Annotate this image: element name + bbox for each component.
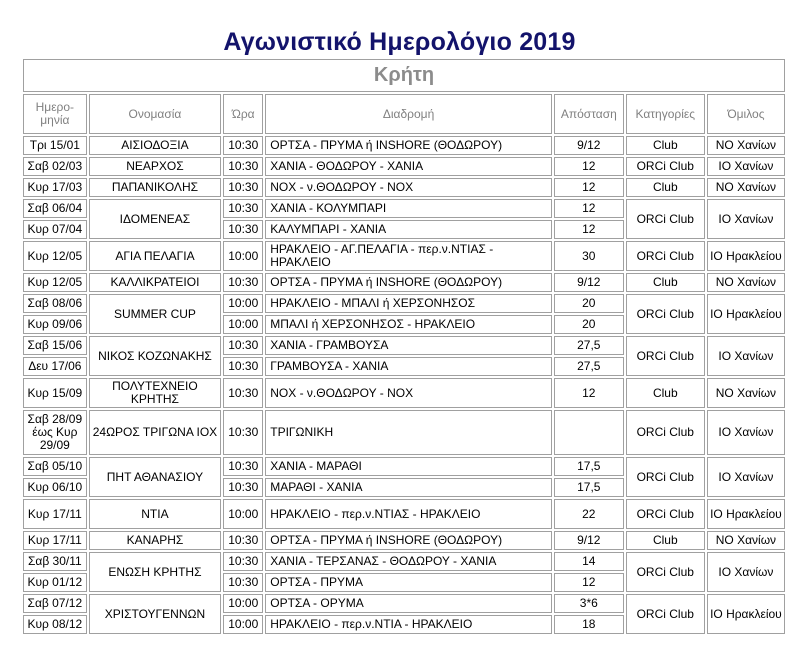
name-cell: SUMMER CUP (89, 294, 222, 334)
distance-cell: 27,5 (554, 336, 624, 355)
header-name: Ονομασία (89, 94, 222, 134)
time-cell: 10:30 (223, 357, 263, 376)
distance-cell: 12 (554, 199, 624, 218)
group-cell: ΙΟ Χανίων (707, 336, 785, 376)
distance-cell: 17,5 (554, 457, 624, 476)
time-cell: 10:30 (223, 336, 263, 355)
date-cell: Σαβ 08/06 (23, 294, 87, 313)
route-cell: ΧΑΝΙΑ - ΚΟΛΥΜΠΑΡΙ (265, 199, 552, 218)
time-cell: 10:30 (223, 136, 263, 155)
name-cell: ΑΓΙΑ ΠΕΛΑΓΙΑ (89, 241, 222, 271)
time-cell: 10:30 (223, 220, 263, 239)
name-cell: 24ΩΡΟΣ ΤΡΙΓΩΝΑ ΙΟΧ (89, 410, 222, 455)
group-cell: ΙΟ Ηρακλείου (707, 594, 785, 634)
table-row (23, 336, 785, 355)
group-cell: ΙΟ Χανίων (707, 457, 785, 497)
time-cell: 10:00 (223, 241, 263, 271)
date-cell: Κυρ 06/10 (23, 478, 87, 497)
calendar-table (21, 57, 787, 636)
page-title: Αγωνιστικό Ημερολόγιο 2019 (223, 28, 576, 56)
name-cell: ΚΑΝΑΡΗΣ (89, 531, 222, 550)
route-cell: ΝΟΧ - ν.ΘΟΔΩΡΟΥ - ΝΟΧ (265, 378, 552, 408)
date-cell: Κυρ 07/04 (23, 220, 87, 239)
route-cell: ΧΑΝΙΑ - ΓΡΑΜΒΟΥΣΑ (265, 336, 552, 355)
group-cell: ΙΟ Χανίων (707, 410, 785, 455)
date-cell: Κυρ 01/12 (23, 573, 87, 592)
group-cell: ΝΟ Χανίων (707, 531, 785, 550)
name-cell: ΙΔΟΜΕΝΕΑΣ (89, 199, 222, 239)
time-cell: 10:30 (223, 457, 263, 476)
route-cell: ΝΟΧ - ν.ΘΟΔΩΡΟΥ - ΝΟΧ (265, 178, 552, 197)
route-cell: ΟΡΤΣΑ - ΠΡΥΜΑ (265, 573, 552, 592)
time-cell: 10:30 (223, 573, 263, 592)
group-cell: ΙΟ Χανίων (707, 199, 785, 239)
name-cell: ΕΝΩΣΗ ΚΡΗΤΗΣ (89, 552, 222, 592)
route-cell: ΓΡΑΜΒΟΥΣΑ - ΧΑΝΙΑ (265, 357, 552, 376)
time-cell: 10:30 (223, 178, 263, 197)
route-cell: ΚΑΛΥΜΠΑΡΙ - ΧΑΝΙΑ (265, 220, 552, 239)
header-route: Διαδρομή (265, 94, 552, 134)
date-cell: Σαβ 05/10 (23, 457, 87, 476)
name-cell: ΠΟΛΥΤΕΧΝΕΙΟ ΚΡΗΤΗΣ (89, 378, 222, 408)
category-cell: ORCi Club (626, 552, 705, 592)
route-cell: ΟΡΤΣΑ - ΠΡΥΜΑ ή INSHORE (ΘΟΔΩΡΟΥ) (265, 531, 552, 550)
category-cell: ORCi Club (626, 241, 705, 271)
name-cell: ΝΤΙΑ (89, 499, 222, 529)
table-row (23, 499, 785, 529)
route-cell: ΗΡΑΚΛΕΙΟ - ΑΓ.ΠΕΛΑΓΙΑ - περ.ν.ΝΤΙΑΣ - ΗΡΑΚΛΕΙΟ (265, 241, 552, 271)
group-cell: ΝΟ Χανίων (707, 136, 785, 155)
table-row (23, 457, 785, 476)
time-cell: 10:30 (223, 378, 263, 408)
distance-cell: 12 (554, 178, 624, 197)
time-cell: 10:30 (223, 410, 263, 455)
header-time: Ώρα (223, 94, 263, 134)
table-row (23, 531, 785, 550)
table-row (23, 273, 785, 292)
category-cell: Club (626, 378, 705, 408)
group-cell: ΙΟ Ηρακλείου (707, 499, 785, 529)
time-cell: 10:30 (223, 478, 263, 497)
route-cell: ΗΡΑΚΛΕΙΟ - περ.ν.ΝΤΙΑ - ΗΡΑΚΛΕΙΟ (265, 615, 552, 634)
name-cell: ΧΡΙΣΤΟΥΓΕΝΝΩΝ (89, 594, 222, 634)
distance-cell: 12 (554, 378, 624, 408)
date-cell: Σαβ 06/04 (23, 199, 87, 218)
distance-cell: 17,5 (554, 478, 624, 497)
group-cell: ΙΟ Χανίων (707, 157, 785, 176)
category-cell: ORCi Club (626, 294, 705, 334)
distance-cell: 9/12 (554, 273, 624, 292)
name-cell: ΚΑΛΛΙΚΡΑΤΕΙΟΙ (89, 273, 222, 292)
table-row (23, 241, 785, 271)
date-cell: Τρι 15/01 (23, 136, 87, 155)
route-cell: ΟΡΤΣΑ - ΠΡΥΜΑ ή INSHORE (ΘΟΔΩΡΟΥ) (265, 273, 552, 292)
distance-cell: 27,5 (554, 357, 624, 376)
route-cell: ΗΡΑΚΛΕΙΟ - περ.ν.ΝΤΙΑΣ - ΗΡΑΚΛΕΙΟ (265, 499, 552, 529)
date-cell: Σαβ 15/06 (23, 336, 87, 355)
table-row (23, 552, 785, 571)
table-row (23, 136, 785, 155)
table-row (23, 157, 785, 176)
date-cell: Κυρ 17/11 (23, 499, 87, 529)
date-cell: Σαβ 30/11 (23, 552, 87, 571)
name-cell: ΑΙΣΙΟΔΟΞΙΑ (89, 136, 222, 155)
date-cell: Κυρ 17/03 (23, 178, 87, 197)
category-cell: Club (626, 273, 705, 292)
group-cell: ΙΟ Χανίων (707, 552, 785, 592)
distance-cell (554, 410, 624, 455)
table-row (23, 178, 785, 197)
header-distance: Απόσταση (554, 94, 624, 134)
distance-cell: 12 (554, 220, 624, 239)
date-cell: Κυρ 15/09 (23, 378, 87, 408)
distance-cell: 3*6 (554, 594, 624, 613)
header-date: Ημερο-μηνία (23, 94, 87, 134)
region-title: Κρήτη (23, 59, 785, 92)
group-cell: ΝΟ Χανίων (707, 178, 785, 197)
header-group: Όμιλος (707, 94, 785, 134)
header-categories: Κατηγορίες (626, 94, 705, 134)
name-cell: ΠΑΠΑΝΙΚΟΛΗΣ (89, 178, 222, 197)
name-cell: ΝΙΚΟΣ ΚΟΖΩΝΑΚΗΣ (89, 336, 222, 376)
time-cell: 10:00 (223, 294, 263, 313)
group-cell: ΙΟ Ηρακλείου (707, 241, 785, 271)
route-cell: ΟΡΤΣΑ - ΠΡΥΜΑ ή INSHORE (ΘΟΔΩΡΟΥ) (265, 136, 552, 155)
group-cell: ΙΟ Ηρακλείου (707, 294, 785, 334)
time-cell: 10:00 (223, 315, 263, 334)
category-cell: ORCi Club (626, 594, 705, 634)
distance-cell: 20 (554, 315, 624, 334)
distance-cell: 12 (554, 573, 624, 592)
route-cell: ΧΑΝΙΑ - ΜΑΡΑΘΙ (265, 457, 552, 476)
table-row (23, 594, 785, 613)
category-cell: ORCi Club (626, 457, 705, 497)
distance-cell: 30 (554, 241, 624, 271)
category-cell: ORCi Club (626, 199, 705, 239)
distance-cell: 22 (554, 499, 624, 529)
route-cell: ΧΑΝΙΑ - ΘΟΔΩΡΟΥ - ΧΑΝΙΑ (265, 157, 552, 176)
date-cell: Κυρ 09/06 (23, 315, 87, 334)
category-cell: Club (626, 531, 705, 550)
time-cell: 10:00 (223, 615, 263, 634)
time-cell: 10:30 (223, 552, 263, 571)
date-cell: Δευ 17/06 (23, 357, 87, 376)
category-cell: Club (626, 136, 705, 155)
group-cell: ΝΟ Χανίων (707, 378, 785, 408)
name-cell: ΝΕΑΡΧΟΣ (89, 157, 222, 176)
table-row (23, 294, 785, 313)
table-row (23, 378, 785, 408)
date-cell: Κυρ 08/12 (23, 615, 87, 634)
time-cell: 10:30 (223, 273, 263, 292)
date-cell: Σαβ 28/09 έως Κυρ 29/09 (23, 410, 87, 455)
distance-cell: 9/12 (554, 136, 624, 155)
time-cell: 10:30 (223, 157, 263, 176)
category-cell: ORCi Club (626, 336, 705, 376)
time-cell: 10:30 (223, 531, 263, 550)
region-row (23, 59, 785, 92)
category-cell: ORCi Club (626, 410, 705, 455)
route-cell: ΤΡΙΓΩΝΙΚΗ (265, 410, 552, 455)
distance-cell: 9/12 (554, 531, 624, 550)
date-cell: Κυρ 17/11 (23, 531, 87, 550)
name-cell: ΠΗΤ ΑΘΑΝΑΣΙΟΥ (89, 457, 222, 497)
time-cell: 10:00 (223, 499, 263, 529)
date-cell: Σαβ 02/03 (23, 157, 87, 176)
route-cell: ΟΡΤΣΑ - ΟΡΥΜΑ (265, 594, 552, 613)
route-cell: ΜΠΑΛΙ ή ΧΕΡΣΟΝΗΣΟΣ - ΗΡΑΚΛΕΙΟ (265, 315, 552, 334)
time-cell: 10:00 (223, 594, 263, 613)
route-cell: ΗΡΑΚΛΕΙΟ - ΜΠΑΛΙ ή ΧΕΡΣΟΝΗΣΟΣ (265, 294, 552, 313)
date-cell: Κυρ 12/05 (23, 273, 87, 292)
distance-cell: 18 (554, 615, 624, 634)
distance-cell: 14 (554, 552, 624, 571)
date-cell: Σαβ 07/12 (23, 594, 87, 613)
route-cell: ΧΑΝΙΑ - ΤΕΡΣΑΝΑΣ - ΘΟΔΩΡΟΥ - ΧΑΝΙΑ (265, 552, 552, 571)
distance-cell: 20 (554, 294, 624, 313)
time-cell: 10:30 (223, 199, 263, 218)
date-cell: Κυρ 12/05 (23, 241, 87, 271)
category-cell: ORCi Club (626, 157, 705, 176)
route-cell: ΜΑΡΑΘΙ - ΧΑΝΙΑ (265, 478, 552, 497)
header-row (23, 94, 785, 134)
distance-cell: 12 (554, 157, 624, 176)
table-row (23, 410, 785, 455)
table-row (23, 199, 785, 218)
group-cell: ΝΟ Χανίων (707, 273, 785, 292)
category-cell: ORCi Club (626, 499, 705, 529)
category-cell: Club (626, 178, 705, 197)
